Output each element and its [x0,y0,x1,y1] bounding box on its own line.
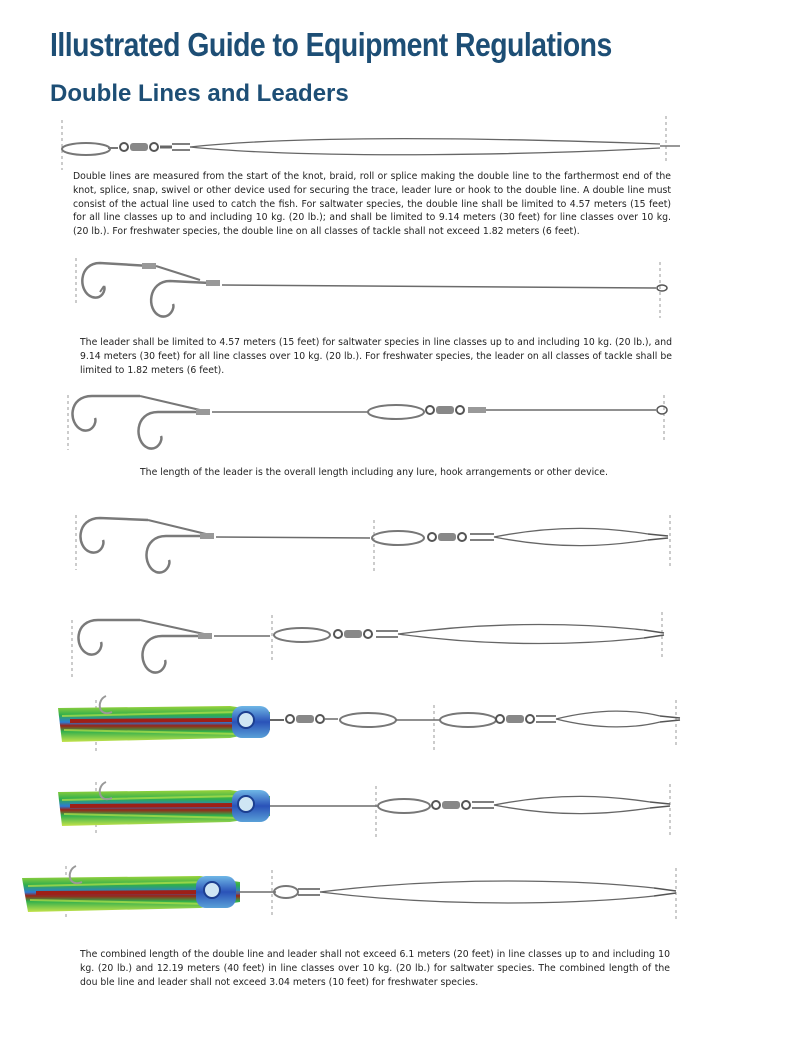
lure-short-leader-double-line-illustration [0,775,792,845]
two-hook-leader-illustration [0,252,792,322]
double-line-rig-illustration [0,112,792,172]
page-subtitle: Double Lines and Leaders [50,80,349,107]
lure-direct-double-line-illustration [0,860,792,930]
lure-leader-double-line-illustration [0,690,792,760]
combined-length-paragraph: The combined length of the double line and leader shall not exceed 6.1 meters (20 feet) in line classes up to and including 10 kg. (20 lb.) and 12.19 meters (40 feet) in line classes over 10 kg. (20 lb.) for saltwater species. The combined length of the dou ble line and leader shall not exceed 3.04 meters (10 feet) for freshwater species. [80,949,670,988]
two-hook-leader-swivel-illustration [0,385,792,460]
double-line-paragraph: Double lines are measured from the start of the knot, braid, roll or splice making the double line to the farthermost end of the knot, splice, snap, swivel or other device used for securing the trace, leader lure or hook to the double line. A double line must consist of the actual line used to catch the fish. For saltwater species, the double line shall be limited to 4.57 meters (15 feet) for all line classes up to and including 10 kg. (20 lb.); and shall be limited to 9.14 meters (30 feet) for line classes over 10 kg. (20 lb.). For freshwater species, the double line on all classes of tackle shall not exceed 1.82 meters (6 feet). [73,171,671,238]
two-hook-leader-double-line-illustration [0,505,792,585]
page-title: Illustrated Guide to Equipment Regulations [50,26,612,63]
two-hook-swivel-double-line-illustration [0,605,792,685]
leader-length-paragraph: The length of the leader is the overall length including any lure, hook arrangements or other device. [140,467,608,478]
leader-limit-paragraph: The leader shall be limited to 4.57 meters (15 feet) for saltwater species in line classes up to and including 10 kg. (20 lb.), and 9.14 meters (30 feet) for all line classes over 10 kg. (20 lb.). For freshwater species, the leader on all classes of tackle shall be limited to 1.82 meters (6 feet). [80,337,672,376]
